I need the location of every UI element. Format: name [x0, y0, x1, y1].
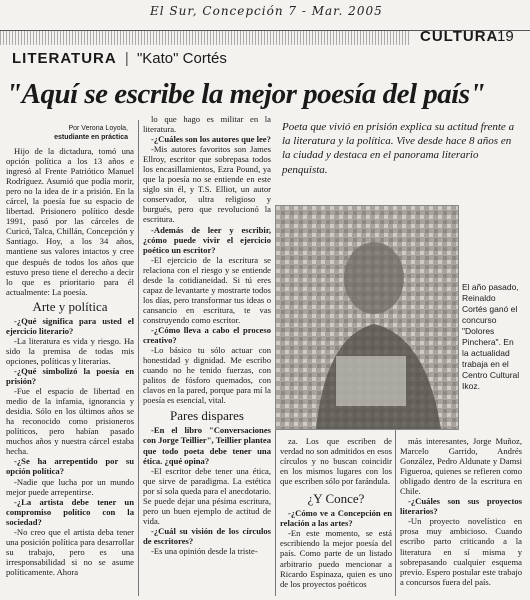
handwritten-date-note: El Sur, Concepción 7 - Mar. 2005 — [150, 4, 383, 18]
question: -En el libro "Conversaciones con Jorge Teillier", Teillier plantea que todo poeta debe tener una ética. ¿qué opina? — [143, 425, 271, 466]
answer: -Es una opinión desde la triste- — [151, 545, 258, 556]
subheading: Arte y política — [32, 298, 108, 314]
answer: -No creo que el artista deba tener una posición política para desarrollar su trabajo, pero es una irresponsabilidad si no se asume políticamente. Ahora — [6, 526, 134, 577]
photo-caption: El año pasado, Reinaldo Cortés ganó el concurso "Dolores Pinchera". En la actualidad trabaja en el Centro Cultural Ikoz. — [462, 282, 520, 391]
answer: -El ejercicio de la escritura se relaciona con el riesgo y se entiende desde la cotidianeidad. Si tú eres capaz de levantarte y mostrarte todos los días, pero transformar tus ideas o cansancio en escritura, te vas construyendo como escritor. — [143, 254, 271, 325]
column-divider — [138, 120, 139, 596]
subheading: ¿Y Conce? — [307, 491, 365, 507]
header-hatch-bar — [0, 31, 410, 45]
headline: "Aquí se escribe la mejor poesía del país" — [6, 78, 486, 110]
byline-author: Por Verona Loyola, — [68, 125, 128, 132]
answer: -El escritor debe tener una ética, que sirve de paradigma. La estética por sí sola queda para el anecdotario. Se puede dejar una pésima escritura, pero un buen ejemplo de actitud de vida. — [143, 465, 271, 526]
question: -¿Cuál su visión de los círculos de escritores? — [143, 525, 271, 546]
portrait-photo-graphic — [276, 206, 458, 429]
question: -¿Se ha arrepentido por su opción política? — [6, 456, 134, 477]
page-number: 19 — [497, 28, 514, 45]
question: -¿Cómo ve a Concepción en relación a las artes? — [280, 508, 392, 529]
answer: -La literatura es vida y riesgo. Ha sido la premisa de todas mis opciones, políticas y literarias. — [6, 335, 134, 366]
article-column-4 — [400, 436, 522, 587]
answer: -Mis autores favoritos son James Ellroy, escritor que sobrepasa todos los encasillamientos, Ezra Pound, ya que la poesía no se entiende en este siglo sin él, y T.S. Elliot, un autor conservador, ultra religioso y burgués, pero que revolucionó la escritura. — [143, 144, 271, 225]
question: -¿Qué significa para usted el ejercicio literario? — [6, 315, 134, 336]
intro-deck: Poeta que vivió en prisión explica su actitud frente a la literatura y la política. Vive desde hace 8 años en la ciudad y destaca en el panorama literario penquista. — [282, 121, 515, 176]
byline-role: estudiante en práctica — [54, 134, 128, 141]
subheading: Pares dispares — [169, 408, 244, 424]
kicker: LITERATURA | "Kato" Cortés — [12, 50, 227, 67]
question: -¿Cómo lleva a cabo el proceso creativo? — [143, 324, 271, 346]
paragraph: za. Los que escriben de verdad no son admitidos en esos círculos y no buscan coincidir en los mismos lugares con los que escriben sólo por farándula. — [280, 436, 392, 487]
question: -Además de leer y escribir, ¿cómo puede vivir el ejercicio poético un escritor? — [143, 224, 271, 255]
paragraph: lo que hago es militar en la literatura. — [143, 114, 271, 135]
column-divider — [395, 430, 396, 596]
article-column-2 — [143, 114, 271, 556]
question: -¿Cuáles son sus proyectos literarios? — [400, 496, 522, 517]
answer: -Un proyecto novelístico en prosa muy ambicioso. Cuando escribo parto criticando a la literatura en sí misma y sobrepasando cualquier esquema previo. Espero postular este trabajo a concursos fuera del país. — [400, 516, 522, 587]
column-divider — [275, 430, 276, 596]
kicker-subject: "Kato" Cortés — [136, 50, 227, 67]
answer: -Nadie que lucha por un mundo mejor puede arrepentirse. — [6, 476, 134, 497]
paragraph: más interesantes, Jorge Muñoz, Marcelo Garrido, Andrés González, Pedro Aldunate y Damsi Figueroa, quienes se refieren como obligado dentro de la escritura en Chile. — [400, 436, 522, 497]
question: -¿Cuáles son los autores que lee? — [151, 134, 271, 145]
article-column-3 — [280, 436, 392, 589]
article-column-1 — [6, 146, 134, 577]
kicker-label: LITERATURA — [12, 50, 117, 67]
question: -¿Qué simbolizó la poesía en prisión? — [6, 365, 134, 387]
section-label: CULTURA — [420, 28, 499, 45]
byline — [8, 124, 128, 142]
answer: -Fue el espacio de libertad en medio de la infamia, ignorancia y desidia. Sólo en los últimos años se ha reconocido como prisioneros políticos, pero habían pasado muchos años y nuestra cárcel estaba hecha. — [6, 386, 134, 457]
answer: -Lo básico tu sólo actuar con honestidad y dignidad. Me escribo cuando no he tenido fuerzas, con palitos de fósforo quemados, con clavos en la pared, porque para mí la poesía es esencial, vital. — [143, 345, 271, 406]
question: -¿La artista debe tener un compromiso político con la sociedad? — [6, 496, 134, 527]
portrait-photo — [275, 205, 459, 430]
paragraph: Hijo de la dictadura, tomó una opción política a los 13 años e ingresó al Frente Patriótico Manuel Rodríguez. Asumió que podía morir, pero no la idea de ir a prisión. En la cárcel, la poesía fue su espacio de libertad. Prisionero político desde 1991, pasó por las cárceles de Curicó, Talca, Chillán, Concepción y Santiago. Hoy, a los 34 años, mantiene sus valores intactos y cree que después de todos los años que estuvo preso tiene el derecho a decir lo que es prioritario para él actualmente: La poesía. — [6, 146, 134, 297]
answer: -En este momento, se está escribiendo la mejor poesía del país. Como parte de un listado arbitrario puedo mencionar a Ricardo Espinaza, quien es uno de los proyectos poéticos — [280, 528, 392, 589]
